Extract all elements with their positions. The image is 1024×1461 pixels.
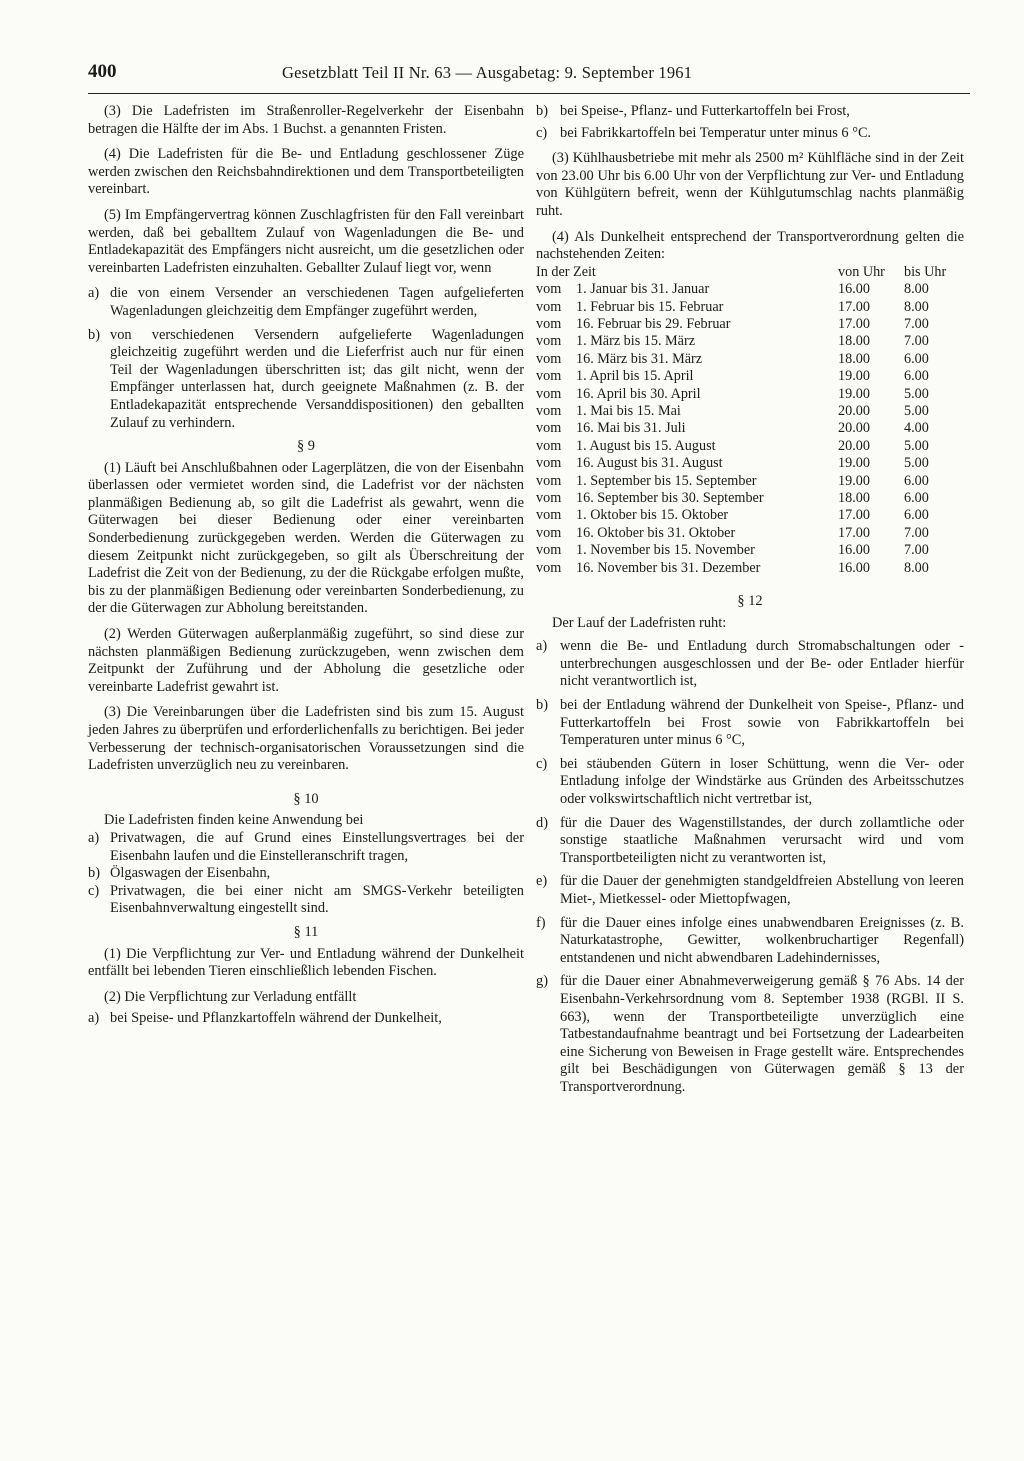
paragraph-9-2: (2) Werden Güterwagen außerplanmäßig zugeführt, so sind diese zur nächsten planmäßigen Bedienung zurückzugeben, wenn zwischen dem Zeitpunkt der Zuführung und der Abholung die gesetzliche oder vereinbarte Ladefrist gewahrt ist.: [88, 626, 524, 695]
table-row: [536, 420, 964, 437]
list-text: die von einem Versender an verschiedenen Tagen aufgelieferten Wagenladungen gleichzeitig dem Empfänger zugeführt werden,: [110, 285, 524, 319]
table-cell-period: 16. Oktober bis 31. Oktober: [576, 524, 736, 541]
table-row: [536, 438, 964, 455]
table-cell-vom: vom: [536, 542, 562, 559]
list-label: b): [88, 865, 100, 882]
list-item: [536, 756, 964, 809]
list-item: [536, 638, 964, 691]
table-cell-period: 1. August bis 15. August: [576, 437, 716, 454]
list-text: bei Speise- und Pflanzkartoffeln während der Dunkelheit,: [110, 1010, 442, 1027]
list-item: [88, 883, 524, 918]
table-cell-period: 16. April bis 30. April: [576, 385, 701, 402]
list-label: e): [536, 873, 548, 890]
table-cell-period: 16. September bis 30. September: [576, 490, 764, 507]
right-column: [536, 103, 964, 1097]
table-cell-from: 19.00: [838, 385, 870, 402]
table-header-row: [536, 264, 964, 281]
table-cell-vom: vom: [536, 281, 562, 298]
table-row: [536, 386, 964, 403]
paragraph-8-5: (5) Im Empfängervertrag können Zuschlagfristen für den Fall vereinbart werden, daß bei geballtem Zulauf von Wagenladungen die Be- und Entladekapazität des Empfängers nicht ausreicht, um die gesetzlichen oder vereinbarten Ladefristen einzuhalten. Geballter Zulauf liegt vor, wenn: [88, 206, 524, 276]
table-cell-to: 6.00: [904, 507, 929, 524]
table-row: [536, 560, 964, 577]
header-rule: [88, 93, 970, 94]
list-label: b): [88, 326, 100, 343]
table-cell-from: 16.00: [838, 559, 870, 576]
list-label: c): [536, 755, 548, 772]
table-cell-vom: vom: [536, 490, 562, 507]
table-cell-to: 6.00: [904, 490, 929, 507]
list-item: [536, 125, 964, 143]
table-cell-vom: vom: [536, 403, 562, 419]
table-cell-to: 7.00: [904, 315, 929, 332]
table-cell-period: 1. Februar bis 15. Februar: [576, 298, 724, 315]
table-cell-period: 1. Mai bis 15. Mai: [576, 403, 681, 419]
table-cell-period: 1. April bis 15. April: [576, 368, 694, 385]
list-text: Privatwagen, die bei einer nicht am SMGS-Verkehr beteiligten Eisenbahnverwaltung eingestellt sind.: [110, 882, 524, 917]
table-cell-vom: vom: [536, 315, 562, 332]
list-text: für die Dauer eines infolge eines unabwendbaren Ereignisses (z. B. Naturkatastrophe, Gewitter, wolkenbruchartiger Regenfall) entstandenen und nicht abwendbaren Ladehindernisses,: [560, 914, 964, 966]
page-header: [88, 63, 788, 89]
table-cell-from: 18.00: [838, 333, 870, 350]
list-text: bei der Entladung während der Dunkelheit von Speise-, Pflanz- und Futterkartoffeln bei Frost sowie von Fabrikkartoffeln bei Temperaturen unter minus 6 °C,: [560, 697, 964, 749]
paragraph-11-2: (2) Die Verpflichtung zur Verladung entfällt: [104, 988, 357, 1005]
table-cell-from: 20.00: [838, 437, 870, 454]
table-cell-to: 5.00: [904, 403, 929, 419]
list-label: c): [88, 882, 100, 899]
list-text: bei Speise-, Pflanz- und Futterkartoffeln bei Frost,: [560, 103, 850, 119]
table-cell-from: 19.00: [838, 455, 870, 472]
list-label: b): [536, 103, 548, 119]
list-label: a): [88, 829, 100, 846]
table-cell-to: 6.00: [904, 368, 929, 385]
table-cell-vom: vom: [536, 333, 562, 350]
table-cell-period: 16. November bis 31. Dezember: [576, 559, 761, 576]
list-item: [536, 103, 964, 121]
table-cell-period: 1. September bis 15. September: [576, 472, 757, 489]
table-row: [536, 299, 964, 316]
darkness-times-table: [536, 264, 964, 577]
table-cell-from: 18.00: [838, 490, 870, 507]
table-cell-vom: vom: [536, 350, 562, 367]
section-heading-11: § 11: [293, 923, 319, 940]
paragraph-10-intro: Die Ladefristen finden keine Anwendung bei: [104, 812, 364, 829]
header-title: Gesetzblatt Teil II Nr. 63 — Ausgabetag: 9. September 1961: [282, 63, 693, 82]
paragraph-11-3: (3) Kühlhausbetriebe mit mehr als 2500 m² Kühlfläche sind in der Zeit von 23.00 Uhr bis 6.00 Uhr von der Verpflichtung zur Ver- und Entladung von Kühlgütern befreit, wenn der Kühlgutumschlag nachts planmäßig ruht.: [536, 150, 964, 219]
table-cell-vom: vom: [536, 420, 562, 437]
table-row: [536, 351, 964, 368]
list-item: [88, 830, 524, 865]
list-label: a): [88, 1010, 100, 1027]
table-cell-to: 7.00: [904, 333, 929, 350]
list-label: d): [536, 814, 548, 831]
table-header-from: von Uhr: [838, 263, 885, 280]
list-text: für die Dauer der genehmigten standgeldfreien Abstellung von leeren Miet-, Mietkessel- oder Miettopfwagen,: [560, 873, 964, 907]
list-text: bei stäubenden Gütern in loser Schüttung, wenn die Ver- oder Entladung infolge der Windstärke aus Gründen des Arbeitsschutzes oder volkswirtschaftlich nicht vertretbar ist,: [560, 755, 964, 807]
table-cell-from: 20.00: [838, 420, 870, 437]
table-cell-vom: vom: [536, 298, 562, 315]
table-cell-to: 5.00: [904, 455, 929, 472]
table-header-period: In der Zeit: [536, 263, 596, 280]
table-row: [536, 490, 964, 507]
table-row: [536, 473, 964, 490]
table-cell-to: 5.00: [904, 385, 929, 402]
list-label: f): [536, 914, 546, 931]
table-cell-to: 4.00: [904, 420, 929, 437]
table-cell-vom: vom: [536, 437, 562, 454]
list-text: bei Fabrikkartoffeln bei Temperatur unter minus 6 °C.: [560, 124, 872, 141]
list-item: [536, 815, 964, 868]
table-row: [536, 525, 964, 542]
table-cell-to: 8.00: [904, 298, 929, 315]
table-cell-vom: vom: [536, 455, 562, 472]
page-number: 400: [88, 61, 117, 82]
table-cell-from: 19.00: [838, 472, 870, 489]
table-cell-from: 16.00: [838, 542, 870, 559]
table-cell-vom: vom: [536, 385, 562, 402]
table-cell-period: 1. Oktober bis 15. Oktober: [576, 507, 729, 524]
table-row: [536, 333, 964, 350]
section-12-list: [536, 638, 964, 1096]
table-cell-period: 1. Januar bis 31. Januar: [576, 281, 710, 298]
list-text: Ölgaswagen der Eisenbahn,: [110, 865, 271, 882]
table-cell-from: 18.00: [838, 350, 870, 367]
table-cell-vom: vom: [536, 559, 562, 576]
list-item: [88, 1010, 524, 1028]
table-cell-to: 5.00: [904, 437, 929, 454]
paragraph-11-1: (1) Die Verpflichtung zur Ver- und Entladung während der Dunkelheit entfällt bei lebenden Tieren einschließlich lebenden Fischen.: [88, 945, 524, 980]
table-body: [536, 281, 964, 577]
table-row: [536, 281, 964, 298]
table-cell-period: 16. Mai bis 31. Juli: [576, 420, 686, 437]
paragraph-8-3: (3) Die Ladefristen im Straßenroller-Regelverkehr der Eisenbahn betragen die Hälfte der im Abs. 1 Buchst. a genannten Fristen.: [88, 103, 524, 137]
left-column: [88, 103, 524, 1028]
list-text: von verschiedenen Versendern aufgelieferte Wagenladungen gleichzeitig zugeführt werden und die Lieferfrist auch nur für einen Teil der Wagenladungen überschritten ist; das gilt nicht, wenn der Empfänger unterlassen hat, durch geeignete Maßnahmen (z. B. der Entladekapazität entsprechende Versanddispositionen) den geballten Zulauf zu verhindern.: [110, 326, 524, 431]
table-row: [536, 507, 964, 524]
table-cell-vom: vom: [536, 524, 562, 541]
table-cell-period: 1. November bis 15. November: [576, 542, 755, 559]
table-cell-from: 17.00: [838, 507, 870, 524]
table-cell-period: 16. Februar bis 29. Februar: [576, 315, 731, 332]
table-row: [536, 455, 964, 472]
paragraph-8-4: (4) Die Ladefristen für die Be- und Entladung geschlossener Züge werden zwischen den Reichsbahndirektionen und dem Transportbeteiligten vereinbart.: [88, 146, 524, 198]
section-heading-10: § 10: [293, 790, 319, 807]
paragraph-12-intro: Der Lauf der Ladefristen ruht:: [552, 614, 727, 631]
table-cell-vom: vom: [536, 472, 562, 489]
table-cell-from: 20.00: [838, 403, 870, 419]
table-cell-vom: vom: [536, 507, 562, 524]
list-text: für die Dauer des Wagenstillstandes, der durch zollamtliche oder sonstige staatliche Maßnahmen verursacht wird und vom Transportbeteiligten nicht zu verantworten ist,: [560, 814, 964, 866]
list-item: [88, 285, 524, 320]
list-text: für die Dauer einer Abnahmeverweigerung gemäß § 76 Abs. 14 der Eisenbahn-Verkehrsordnung vom 8. September 1938 (RGBl. II S. 663), wenn der Transportbeteiligte unverzüglich eine Tatbestandaufnahme beantragt und bei Fortsetzung der Ladearbeiten eine Sicherung von Beweisen in Frage gestellt wäre. Entsprechendes gilt bei Beschädigungen von Güterwagen gemäß § 13 der Transportverordnung.: [560, 973, 964, 1095]
paragraph-9-3: (3) Die Vereinbarungen über die Ladefristen sind bis zum 15. August jeden Jahres zu überprüfen und erforderlichenfalls zu berichtigen. Bei jeder Verbesserung der technisch-organisatorischen Voraussetzungen sind die Ladefristen unverzüglich neu zu vereinbaren.: [88, 704, 524, 774]
section-heading-9: § 9: [297, 438, 315, 455]
table-row: [536, 403, 964, 420]
list-text: wenn die Be- und Entladung durch Stromabschaltungen oder -unterbrechungen ausgeschlossen und der Be- oder Entlader hierfür nicht verantwortlich ist,: [560, 638, 964, 690]
table-cell-to: 8.00: [904, 559, 929, 576]
table-cell-to: 6.00: [904, 350, 929, 367]
table-row: [536, 316, 964, 333]
table-row: [536, 542, 964, 559]
table-header-to: bis Uhr: [904, 263, 947, 280]
list-item: [536, 915, 964, 968]
table-cell-to: 8.00: [904, 281, 929, 298]
list-text: Privatwagen, die auf Grund eines Einstellungsvertrages bei der Eisenbahn laufen und die Einstelleranschrift tragen,: [110, 829, 524, 864]
list-label: g): [536, 973, 548, 990]
list-item: [536, 873, 964, 908]
table-cell-from: 17.00: [838, 524, 870, 541]
list-item: [536, 697, 964, 750]
list-label: b): [536, 697, 548, 714]
table-cell-to: 7.00: [904, 524, 929, 541]
list-item: [88, 865, 524, 883]
table-cell-from: 17.00: [838, 298, 870, 315]
table-cell-from: 16.00: [838, 281, 870, 298]
table-cell-from: 17.00: [838, 315, 870, 332]
section-heading-12: § 12: [737, 593, 763, 610]
list-label: a): [536, 638, 548, 655]
list-label: c): [536, 124, 548, 141]
table-cell-period: 16. März bis 31. März: [576, 350, 703, 367]
list-item: [88, 327, 524, 433]
paragraph-11-4: (4) Als Dunkelheit entsprechend der Transportverordnung gelten die nachstehenden Zeiten:: [536, 228, 964, 263]
table-row: [536, 368, 964, 385]
table-cell-from: 19.00: [838, 368, 870, 385]
list-item: [536, 973, 964, 1096]
table-cell-vom: vom: [536, 368, 562, 385]
paragraph-9-1: (1) Läuft bei Anschlußbahnen oder Lagerplätzen, die von der Eisenbahn überlassen oder vermietet worden sind, die Ladefrist vor der nächsten planmäßigen Bedienung ab, so gilt die Ladefrist als gewahrt, wenn die Güterwagen bei dieser Bedienung oder einer vereinbarten Sonderbedienung zurückgegeben werden. Werden die Güterwagen zu diesem Zeitpunkt nicht zurückgegeben, so gilt als Überschreitung der Ladefrist die Zeit von der Bedienung, zu der die Rückgabe erfolgen mußte, bis zu der planmäßigen Bedienung oder vereinbarten Sonderbedienung, zu der die Güterwagen zur Abholung bereitstanden.: [88, 459, 524, 617]
table-cell-to: 6.00: [904, 472, 929, 489]
table-cell-period: 1. März bis 15. März: [576, 333, 695, 350]
list-label: a): [88, 285, 100, 302]
table-cell-period: 16. August bis 31. August: [576, 455, 723, 472]
table-cell-to: 7.00: [904, 542, 929, 559]
